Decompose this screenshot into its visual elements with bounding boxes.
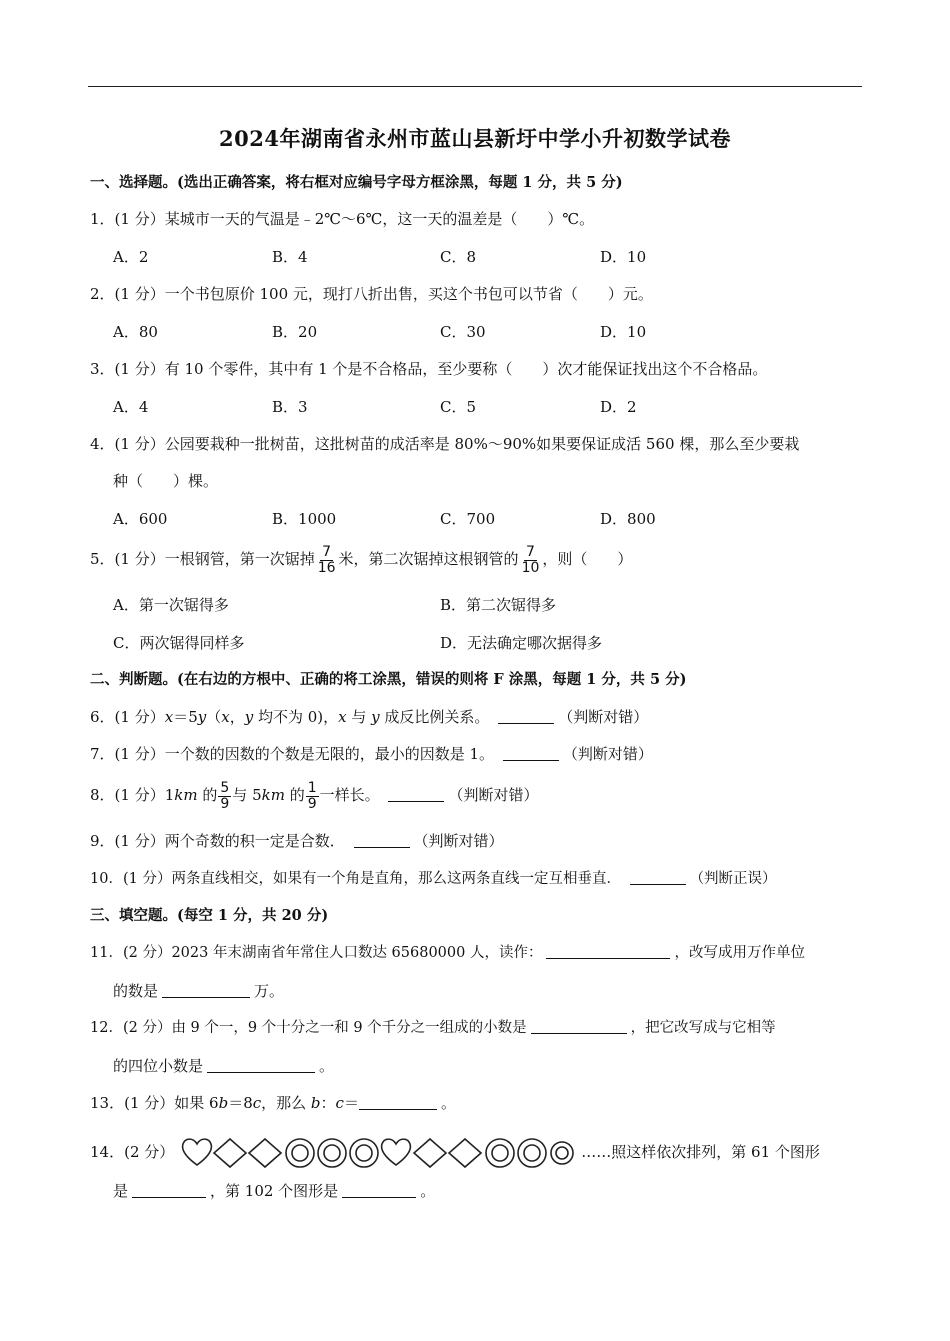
question-4: 4．(1 分）公园要栽种一批树苗，这批树苗的成活率是 80%～90%如果要保证成活 560 棵，那么至少要栽 xyxy=(90,435,800,453)
question-5 xyxy=(90,544,632,576)
q1-option-a: A．2 xyxy=(113,248,149,266)
q2-option-b: B．20 xyxy=(272,323,318,341)
shape-sequence xyxy=(180,1136,575,1170)
question-10: 10．(1 分）两条直线相交，如果有一个角是直角，那么这两条直线一定互相垂直． （判断正误） xyxy=(90,868,777,890)
q4-option-b: B．1000 xyxy=(272,510,337,528)
header-rule xyxy=(88,86,862,87)
question-12: 12．(2 分）由 9 个一，9 个十分之一和 9 个千分之一组成的小数是 ，把它改写成与它相等 xyxy=(90,1017,776,1039)
fraction-7-16: $\frac{7}{16}$ xyxy=(317,543,336,576)
heart-icon xyxy=(183,1139,212,1165)
section-heading-fill: 三、填空题。(每空 1 分，共 20 分) xyxy=(90,907,329,924)
question-13: 13．(1 分）如果 6b＝8c，那么 b：c＝ 。 xyxy=(90,1094,456,1112)
diamond-icon xyxy=(249,1139,281,1167)
question-14-cont: 是 ，第 102 个图形是 。 xyxy=(113,1182,436,1200)
answer-blank[interactable] xyxy=(546,942,670,959)
fraction-5-9: $\frac{5}{9}$ xyxy=(220,779,230,812)
q5-text-post: ，则（ ） xyxy=(542,550,633,568)
section-heading-judge: 二、判断题。(在右边的方根中、正确的将工涂黑，错误的则将 F 涂黑，每题 1 分，共 5 分) xyxy=(90,671,687,688)
q4-option-a: A．600 xyxy=(113,510,168,528)
question-14: 14．(2 分） ……照这样依次排列，第 61 个图形 xyxy=(90,1132,820,1172)
question-2: 2．(1 分）一个书包原价 100 元，现打八折出售，买这个书包可以节省（ ）元。 xyxy=(90,285,653,303)
q5-text-pre: 5．(1 分）一根钢管，第一次锯掉 xyxy=(90,550,315,568)
q5-option-d: D．无法确定哪次据得多 xyxy=(440,634,603,652)
q2-option-a: A．80 xyxy=(113,323,158,341)
answer-blank[interactable] xyxy=(498,707,554,724)
fraction-7-10: $\frac{7}{10}$ xyxy=(521,543,540,576)
answer-blank[interactable] xyxy=(630,868,686,885)
double-circle-icon xyxy=(350,1139,378,1167)
question-7: 7．(1 分）一个数的因数的个数是无限的，最小的因数是 1。 （判断对错） xyxy=(90,745,653,763)
diamond-icon xyxy=(449,1139,481,1167)
q1-option-b: B．4 xyxy=(272,248,308,266)
q5-text-mid: 米，第二次锯掉这根钢管的 xyxy=(338,550,519,568)
question-6: 6．(1 分）x＝5y（x，y 均不为 0)，x 与 y 成反比例关系。 （判断对错） xyxy=(90,708,649,726)
shape-sequence-graphic xyxy=(180,1136,575,1170)
answer-blank[interactable] xyxy=(359,1093,437,1110)
question-11-cont: 的数是 万。 xyxy=(113,982,285,1000)
q3-option-a: A．4 xyxy=(113,398,149,416)
question-9: 9．(1 分）两个奇数的积一定是合数． （判断对错） xyxy=(90,832,504,850)
q5-option-a: A．第一次锯得多 xyxy=(113,596,229,614)
question-12-cont: 的四位小数是 。 xyxy=(113,1057,335,1075)
q3-option-b: B．3 xyxy=(272,398,308,416)
answer-blank[interactable] xyxy=(503,744,559,761)
q1-option-c: C．8 xyxy=(440,248,477,266)
double-circle-icon xyxy=(518,1139,546,1167)
q5-option-c: C．两次锯得同样多 xyxy=(113,634,245,652)
page-title: 2024年湖南省永州市蓝山县新圩中学小升初数学试卷 xyxy=(219,126,731,151)
q2-option-c: C．30 xyxy=(440,323,486,341)
q4-option-c: C．700 xyxy=(440,510,496,528)
section-heading-choice: 一、选择题。(选出正确答案，将右框对应编号字母方框涂黑，每题 1 分，共 5 分) xyxy=(90,174,623,191)
double-circle-icon xyxy=(318,1139,346,1167)
diamond-icon xyxy=(414,1139,446,1167)
double-circle-icon xyxy=(551,1142,573,1164)
answer-blank[interactable] xyxy=(132,1181,206,1198)
double-circle-icon xyxy=(486,1139,514,1167)
answer-blank[interactable] xyxy=(531,1017,627,1034)
answer-blank[interactable] xyxy=(342,1181,416,1198)
question-1: 1．(1 分）某城市一天的气温是﹣2℃～6℃，这一天的温差是（ ）℃。 xyxy=(90,210,595,228)
heart-icon xyxy=(382,1139,411,1165)
answer-blank[interactable] xyxy=(388,785,444,802)
question-8: 8．(1 分）1km 的 $\frac{5}{9}$ 与 5km 的 $\frac{1}{9}$ 一样长。 （判断对错） xyxy=(90,779,539,812)
answer-blank[interactable] xyxy=(162,981,250,998)
answer-blank[interactable] xyxy=(354,831,410,848)
question-11: 11．(2 分）2023 年末湖南省年常住人口数达 65680000 人，读作： ，改写成用万作单位 xyxy=(90,942,805,964)
question-3: 3．(1 分）有 10 个零件，其中有 1 个是不合格品，至少要称（ ）次才能保证找出这个不合格品。 xyxy=(90,360,768,378)
diamond-icon xyxy=(214,1139,246,1167)
double-circle-icon xyxy=(286,1139,314,1167)
answer-blank[interactable] xyxy=(207,1056,315,1073)
q1-option-d: D．10 xyxy=(600,248,647,266)
q3-option-d: D．2 xyxy=(600,398,637,416)
q3-option-c: C．5 xyxy=(440,398,477,416)
fraction-1-9: $\frac{1}{9}$ xyxy=(307,779,317,812)
question-4-cont: 种（ ）棵。 xyxy=(113,472,219,490)
q5-option-b: B．第二次锯得多 xyxy=(440,596,557,614)
q2-option-d: D．10 xyxy=(600,323,647,341)
q4-option-d: D．800 xyxy=(600,510,656,528)
